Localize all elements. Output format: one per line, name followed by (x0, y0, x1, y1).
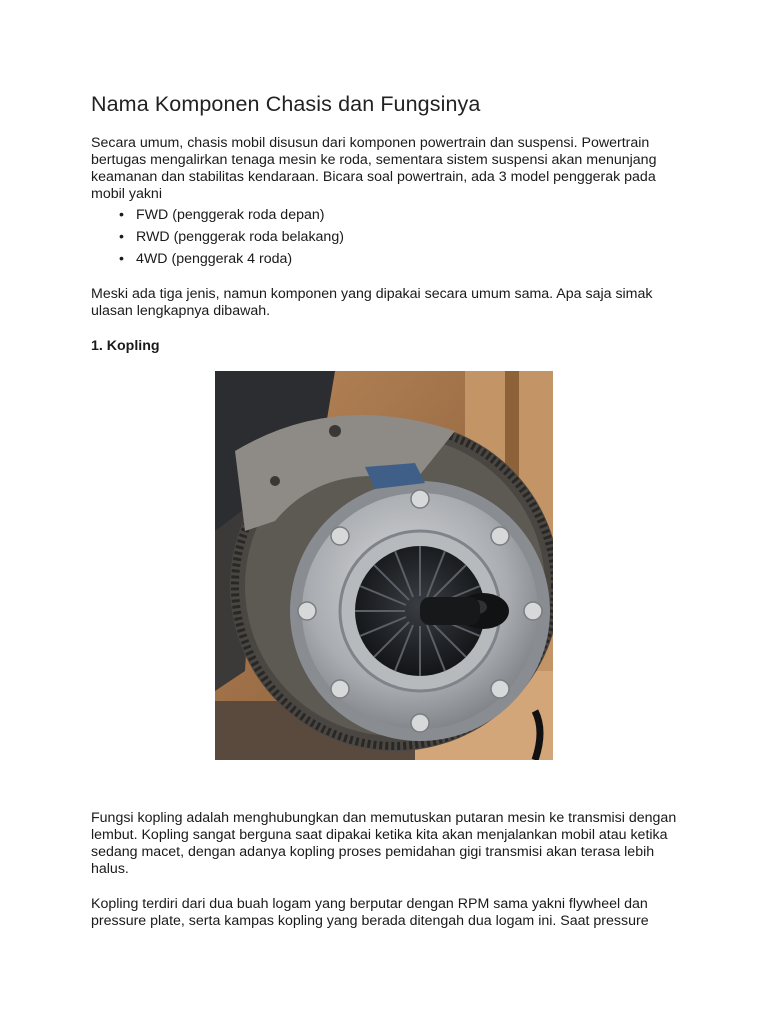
bullet-icon: • (119, 207, 124, 223)
clutch-function-paragraph: Fungsi kopling adalah menghubungkan dan memutuskan putaran mesin ke transmisi dengan lembut. Kopling sangat berguna saat dipakai ketika kita akan menjalankan mobil atau ketika sedang macet, dengan adanya kopling proses pemidahan gigi transmisi akan terasa lebih halus. (91, 810, 677, 877)
list-item-text: 4WD (penggerak 4 roda) (136, 251, 293, 267)
list-item (91, 229, 344, 251)
clutch-parts-paragraph: Kopling terdiri dari dua buah logam yang berputar dengan RPM sama yakni flywheel dan pressure plate, serta kampas kopling yang berada ditengah dua logam ini. Saat pressure (91, 896, 649, 929)
page-title: Nama Komponen Chasis dan Fungsinya (91, 92, 481, 116)
drive-model-list (91, 207, 344, 273)
bullet-icon: • (119, 229, 124, 245)
clutch-photo (215, 371, 553, 760)
intro-paragraph: Secara umum, chasis mobil disusun dari komponen powertrain dan suspensi. Powertrain bertugas mengalirkan tenaga mesin ke roda, sementara sistem suspensi akan menunjang keamanan dan stabilitas kendaraan. Bicara soal powertrain, ada 3 model penggerak pada mobil yakni (91, 135, 657, 202)
components-paragraph: Meski ada tiga jenis, namun komponen yang dipakai secara umum sama. Apa saja simak ulasan lengkapnya dibawah. (91, 286, 653, 319)
list-item (91, 207, 344, 229)
list-item (91, 251, 344, 273)
bullet-icon: • (119, 251, 124, 267)
list-item-text: RWD (penggerak roda belakang) (136, 229, 344, 245)
list-item-text: FWD (penggerak roda depan) (136, 207, 325, 223)
section-heading-kopling: 1. Kopling (91, 338, 160, 354)
